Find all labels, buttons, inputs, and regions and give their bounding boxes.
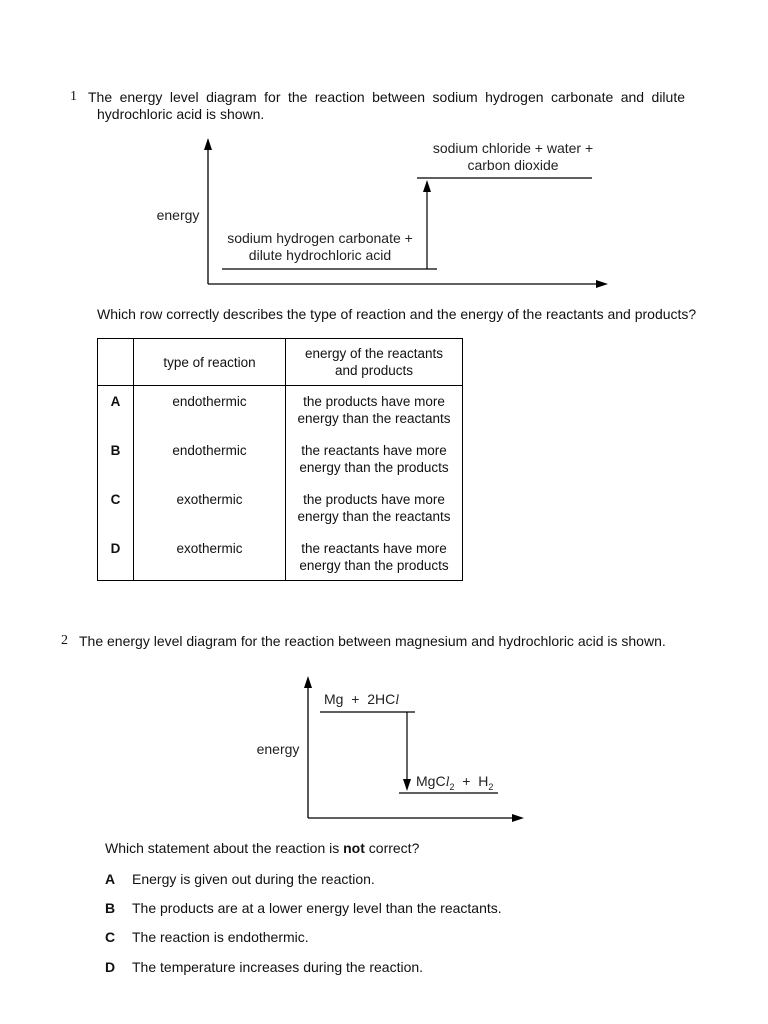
q2-products-label xyxy=(416,773,493,792)
q1-reactants-label-line2: dilute hydrochloric acid xyxy=(248,247,392,263)
row-type: endothermic xyxy=(134,386,286,436)
q2-option[interactable] xyxy=(105,929,309,945)
q1-question: Which row correctly describes the type of reaction and the energy of the reactants and products? xyxy=(97,306,697,322)
q2-energy-change-arrowhead xyxy=(403,779,411,791)
q2-option-text: The products are at a lower energy level than the reactants. xyxy=(132,900,502,916)
row-letter: D xyxy=(98,533,134,581)
q2-product-h-sub: 2 xyxy=(488,781,494,792)
row-energy-line1: the reactants have more xyxy=(301,443,447,458)
header-energy-line1: energy of the reactants xyxy=(304,346,444,361)
q2-option[interactable] xyxy=(105,900,502,916)
row-energy-line2: energy than the products xyxy=(299,460,449,475)
q2-text: The energy level diagram for the reaction between magnesium and hydrochloric acid is shown. xyxy=(79,633,666,649)
row-letter: C xyxy=(98,484,134,533)
q2-product-plus: + xyxy=(462,773,471,789)
q2-option[interactable] xyxy=(105,959,423,975)
q1-y-axis-label: energy xyxy=(156,207,200,223)
q2-option-text: Energy is given out during the reaction. xyxy=(132,871,375,887)
q2-reactant-plus: + xyxy=(351,691,360,707)
q1-reactants-label-line1: sodium hydrogen carbonate + xyxy=(227,230,413,246)
row-letter: A xyxy=(98,386,134,436)
q1-text-line1: The energy level diagram for the reaction between sodium hydrogen carbonate and dilute xyxy=(88,89,685,105)
q2-product-h: H xyxy=(478,773,489,789)
q2-option-text: The reaction is endothermic. xyxy=(132,929,309,945)
row-energy-line1: the products have more xyxy=(303,492,445,507)
row-energy-line2: energy than the products xyxy=(299,558,449,573)
q2-question-post: correct? xyxy=(364,840,420,856)
q2-option-letter: C xyxy=(105,929,116,945)
row-type: endothermic xyxy=(134,435,286,484)
q2-y-axis-arrowhead xyxy=(304,676,312,688)
q2-question-pre: Which statement about the reaction is xyxy=(105,840,344,856)
q1-products-label-line1: sodium chloride + water + xyxy=(432,140,594,156)
row-energy-line2: energy than the reactants xyxy=(297,411,451,426)
q2-option-letter: A xyxy=(105,871,116,887)
q2-option-letter: D xyxy=(105,959,116,975)
q2-product-mgcl: MgC xyxy=(416,773,446,789)
row-letter: B xyxy=(98,435,134,484)
row-type: exothermic xyxy=(134,533,286,581)
row-energy-line1: the reactants have more xyxy=(301,541,447,556)
q2-option[interactable] xyxy=(105,871,375,887)
q2-reactants-label xyxy=(324,691,399,709)
row-type: exothermic xyxy=(134,484,286,533)
q2-question xyxy=(105,840,419,857)
header-type: type of reaction xyxy=(134,339,286,386)
q2-reactant-hcl-l: l xyxy=(395,693,400,708)
row-energy-line2: energy than the reactants xyxy=(297,509,451,524)
q1-text-line2: hydrochloric acid is shown. xyxy=(97,106,265,122)
q2-product-mgcl-l: l xyxy=(445,775,450,790)
q2-option-text: The temperature increases during the reaction. xyxy=(132,959,424,975)
header-energy-line2: and products xyxy=(334,363,414,378)
row-energy-line1: the products have more xyxy=(303,394,445,409)
q1-number: 1 xyxy=(70,89,77,104)
q2-question-bold: not xyxy=(343,840,365,856)
q1-products-label-line2: carbon dioxide xyxy=(467,157,559,173)
q2-option-letter: B xyxy=(105,900,116,916)
q2-reactant-hcl: 2HC xyxy=(367,691,396,707)
q2-number: 2 xyxy=(61,633,68,648)
q2-reactant-mg: Mg xyxy=(324,691,344,707)
q2-y-axis-label: energy xyxy=(256,741,300,757)
q2-x-axis-arrowhead xyxy=(512,814,524,822)
q2-product-mgcl-sub: 2 xyxy=(449,781,455,792)
